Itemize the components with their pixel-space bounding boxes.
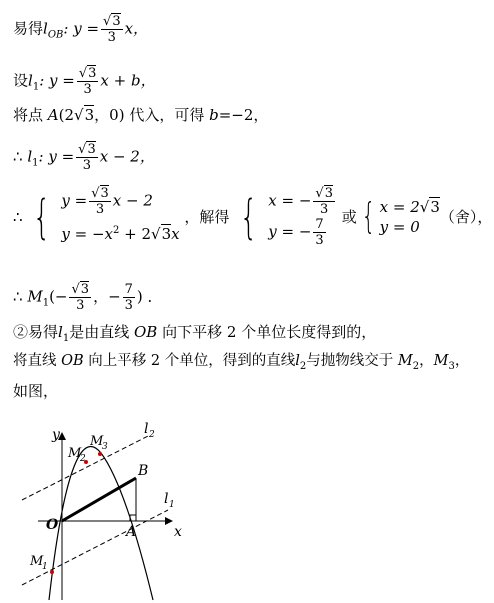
svg-text:M: M — [30, 554, 44, 569]
system-equations — [61, 186, 179, 248]
svg-text:M: M — [90, 434, 104, 449]
var-m: M — [27, 287, 43, 306]
var-m: M — [397, 353, 413, 369]
line-l2 — [22, 435, 150, 500]
text: 或 — [341, 208, 357, 226]
text: 向下平移 2 个单位长度得到的， — [162, 323, 377, 341]
therefore-symbol: ∴ — [13, 208, 23, 226]
text: : y = — [63, 19, 100, 38]
radical: √3 — [103, 14, 121, 29]
text: ，− — [93, 287, 121, 306]
text: ) ． — [136, 287, 163, 306]
var-ob: OB — [134, 323, 158, 341]
svg-text:l: l — [164, 491, 169, 507]
text: (− — [49, 287, 68, 306]
line-set-l1 — [13, 66, 156, 97]
solution-2: x = 2√3 y = 0 — [379, 198, 440, 236]
line-l1-equation — [13, 142, 155, 173]
fraction: $\frac{√3}{3}$ — [78, 142, 96, 173]
line-system — [13, 186, 492, 248]
label-a: A — [126, 524, 137, 540]
text: 将直线 — [13, 353, 57, 369]
line-substitute — [13, 106, 268, 124]
figure-diagram — [0, 405, 494, 603]
equation-1: y = $\frac{√3}{3}$ x − 2 — [61, 186, 153, 217]
left-brace: { — [361, 196, 376, 237]
label-m3 — [89, 434, 108, 452]
subscript: OB — [47, 29, 64, 41]
text: x + b， — [100, 71, 156, 90]
text: 设 — [13, 71, 29, 90]
var-ob: OB — [61, 353, 84, 369]
point-m1 — [50, 570, 54, 574]
therefore-symbol: ∴ — [13, 287, 23, 306]
segment-ob — [62, 478, 136, 521]
var-l: l — [28, 71, 33, 90]
svg-text:1: 1 — [42, 562, 48, 572]
text: 与抛物线交于 — [306, 353, 394, 369]
text: ，解得 — [184, 208, 230, 226]
left-brace: { — [240, 190, 258, 244]
svg-text:2: 2 — [80, 454, 86, 464]
radical: √3 — [74, 106, 95, 124]
subscript: 1 — [32, 81, 40, 93]
fraction: $\frac{√3}{3}$ — [78, 66, 97, 97]
svg-text:3: 3 — [102, 442, 108, 452]
label-o: O — [46, 517, 59, 533]
label-b: B — [138, 463, 149, 479]
text: : y = — [38, 147, 75, 166]
text: : y = — [39, 71, 75, 90]
var-l: l — [295, 353, 300, 369]
line-translate-up: 将直线 OB 向上平移 2 个单位，得到的直线$l_2$与抛物线交于 $M_2$，$M_3$， — [13, 353, 470, 372]
therefore-symbol: ∴ — [13, 147, 23, 166]
equation-2: $y = -x^2 + 2√3x$ — [61, 225, 180, 243]
text: 如图， — [13, 382, 59, 400]
text: x， — [124, 19, 149, 38]
var-m: M — [433, 353, 449, 369]
text: ②易得 — [13, 323, 59, 341]
line-slope-ob — [13, 14, 148, 45]
line-as-figure — [13, 382, 58, 400]
label-l1 — [164, 491, 175, 510]
left-brace: { — [33, 190, 51, 244]
label-x: x — [174, 524, 182, 540]
text: 向上平移 2 个单位，得到的直线 — [88, 353, 296, 369]
label-m1 — [29, 554, 48, 572]
var-l: l — [43, 19, 48, 38]
point-m3 — [98, 452, 102, 456]
text: (2 — [58, 106, 75, 124]
svg-text:2: 2 — [149, 430, 155, 440]
text: ，0) 代入，可得 — [94, 106, 205, 124]
var-a: A — [47, 106, 59, 124]
line-part2: ②易得$l_1$是由直线 OB 向下平移 2 个单位长度得到的， — [13, 323, 377, 344]
var-l: l — [58, 323, 63, 341]
text: （舍）， — [439, 208, 493, 226]
text: 将点 — [13, 106, 44, 124]
var-b: b — [209, 106, 219, 124]
text: x − 2， — [99, 147, 155, 166]
label-y: y — [52, 427, 60, 443]
subscript: 1 — [32, 157, 39, 169]
line-m1-point: ∴ $M_1(-$ $\frac{√3}{3}$ ，− $\frac{7}{3}$ ) ． — [13, 282, 163, 313]
svg-text:l: l — [144, 421, 149, 437]
text: 易得 — [13, 19, 44, 38]
fraction: $\frac{√3}{3}$ — [103, 14, 121, 45]
text: =−2， — [218, 106, 269, 124]
var-l: l — [27, 147, 33, 166]
solution-1: x = − $\frac{√3}{3}$ y = − $\frac{7}{3}$ — [268, 186, 333, 248]
svg-text:M: M — [68, 446, 82, 461]
text: 是由直线 — [69, 323, 130, 341]
subscript: 1 — [42, 297, 50, 309]
svg-text:1: 1 — [169, 500, 175, 510]
